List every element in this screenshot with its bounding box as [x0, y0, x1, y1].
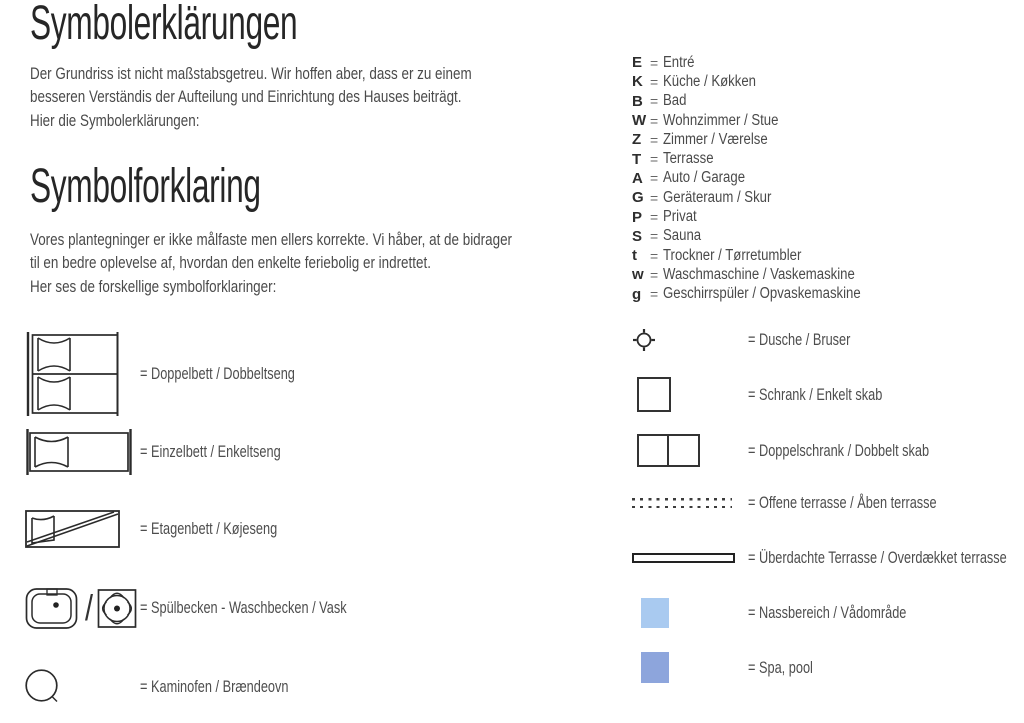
legend-label: = Doppelschrank / Dobbelt skab — [748, 440, 930, 460]
legend-row-wood-stove — [25, 668, 338, 706]
equals-sign: = — [650, 170, 659, 187]
legend-row-single-wardrobe — [637, 377, 927, 412]
equals-sign: = — [650, 286, 659, 303]
intro-danish-line-1: Vores plantegninger er ikke målfaste men ellers korrekte. Vi håber, at de bidrager — [30, 230, 513, 249]
abbr-value: Geschirrspüler / Opvaskemaskine — [663, 285, 861, 303]
abbr-key: A — [632, 169, 643, 187]
legend-row-wet-area — [641, 598, 959, 628]
abbr-key: K — [632, 73, 643, 91]
covered-terrace-icon — [632, 553, 735, 563]
shower-drain-icon — [632, 328, 656, 352]
abbr-value: Auto / Garage — [663, 169, 746, 187]
abbreviation-row — [632, 207, 896, 226]
slash-separator: / — [85, 587, 94, 628]
abbreviation-row — [632, 285, 896, 304]
legend-label: = Nassbereich / Vådområde — [748, 603, 907, 622]
abbreviation-row — [632, 92, 896, 111]
legend-row-covered-terrace — [632, 549, 1024, 567]
abbreviation-row — [632, 246, 896, 265]
abbreviation-row — [632, 111, 896, 130]
abbreviation-row — [632, 130, 896, 149]
legend-label: = Doppelbett / Dobbeltseng — [140, 364, 295, 383]
abbr-key: P — [632, 208, 643, 226]
abbr-value: Sauna — [663, 227, 702, 245]
abbr-key: G — [632, 189, 644, 207]
legend-row-shower — [632, 328, 885, 352]
abbr-value: Terrasse — [663, 150, 714, 168]
abbr-value: Privat — [663, 208, 697, 226]
bunk-bed-icon — [25, 510, 120, 548]
intro-german-line-3: Hier die Symbolerklärungen: — [30, 110, 200, 130]
abbr-key: w — [632, 266, 644, 284]
intro-paragraph-german — [30, 62, 589, 132]
abbr-key: t — [632, 247, 637, 265]
abbr-key: g — [632, 285, 642, 303]
abbr-key: E — [632, 54, 643, 72]
page-title-german — [30, 0, 435, 48]
abbreviation-row — [632, 169, 896, 188]
abbreviation-row — [632, 72, 896, 91]
abbr-value: Geräteraum / Skur — [663, 188, 772, 206]
abbreviation-row — [632, 227, 896, 246]
equals-sign: = — [650, 228, 659, 245]
page-title-danish-text: Symbolforklaring — [30, 160, 261, 213]
intro-german-line-1: Der Grundriss ist nicht maßstabsgetreu. Wir hoffen aber, dass er zu einem — [30, 64, 472, 83]
equals-sign: = — [650, 151, 659, 168]
legend-row-sink — [25, 585, 415, 631]
legend-row-spa-pool — [641, 652, 835, 683]
abbr-key: B — [632, 92, 643, 110]
abbr-value: Entré — [663, 53, 695, 71]
abbr-value: Küche / Køkken — [663, 72, 757, 90]
page-title-danish — [30, 160, 379, 213]
legend-row-double-wardrobe — [637, 434, 989, 467]
legend-row-single-bed — [25, 429, 328, 475]
wardrobe-divider — [667, 436, 669, 465]
legend-label: = Kaminofen / Brændeovn — [140, 677, 289, 696]
legend-label: = Schrank / Enkelt skab — [748, 384, 883, 404]
legend-label: = Offene terrasse / Åben terrasse — [748, 493, 937, 512]
double-wardrobe-icon — [637, 434, 700, 467]
legend-row-open-terrace — [632, 494, 1000, 512]
double-bed-icon — [25, 332, 125, 416]
abbr-key: Z — [632, 131, 642, 149]
abbr-value: Trockner / Tørretumbler — [663, 246, 802, 264]
wood-stove-icon — [25, 668, 63, 706]
wet-area-swatch — [641, 598, 669, 628]
equals-sign: = — [650, 73, 659, 90]
open-terrace-icon — [632, 498, 732, 508]
legend-row-bunk-bed — [25, 510, 323, 548]
equals-sign: = — [650, 247, 659, 264]
abbr-value: Zimmer / Værelse — [663, 130, 768, 148]
equals-sign: = — [650, 266, 659, 283]
page-title-german-text: Symbolerklärungen — [30, 0, 298, 50]
intro-danish-line-2: til en bedre oplevelse af, hvordan den enkelte feriebolig er indrettet. — [30, 253, 431, 273]
abbreviation-list — [632, 53, 896, 304]
intro-paragraph-danish — [30, 228, 640, 298]
legend-label: = Spülbecken - Waschbecken / Vask — [140, 598, 347, 617]
spa-pool-swatch — [641, 652, 669, 683]
abbreviation-row — [632, 265, 896, 284]
legend-label: = Überdachte Terrasse / Overdækket terrasse — [748, 548, 1007, 567]
intro-danish-line-3: Her ses de forskellige symbolforklaringer: — [30, 276, 277, 296]
legend-label: = Einzelbett / Enkeltseng — [140, 442, 281, 461]
legend-row-double-bed — [25, 332, 347, 416]
abbreviation-row — [632, 188, 896, 207]
abbr-key: W — [632, 112, 647, 130]
equals-sign: = — [650, 54, 659, 71]
abbr-value: Waschmaschine / Vaskemaskine — [663, 265, 855, 283]
abbr-value: Wohnzimmer / Stue — [663, 111, 779, 129]
legend-label: = Etagenbett / Køjeseng — [140, 519, 278, 538]
abbr-key: T — [632, 150, 642, 168]
washbasin-icon — [97, 585, 138, 631]
legend-label: = Spa, pool — [748, 657, 813, 677]
equals-sign: = — [650, 93, 659, 110]
equals-sign: = — [650, 131, 659, 148]
single-wardrobe-icon — [637, 377, 671, 412]
single-bed-icon — [25, 429, 133, 475]
legend-label: = Dusche / Bruser — [748, 330, 851, 349]
abbreviation-row — [632, 53, 896, 72]
equals-sign: = — [650, 112, 659, 129]
kitchen-sink-icon — [25, 585, 79, 631]
abbr-key: S — [632, 227, 643, 245]
equals-sign: = — [650, 189, 659, 206]
abbr-value: Bad — [663, 92, 687, 110]
abbreviation-row — [632, 149, 896, 168]
intro-german-line-2: besseren Verständis der Aufteilung und Einrichtung des Hauses beiträgt. — [30, 87, 462, 107]
equals-sign: = — [650, 209, 659, 226]
